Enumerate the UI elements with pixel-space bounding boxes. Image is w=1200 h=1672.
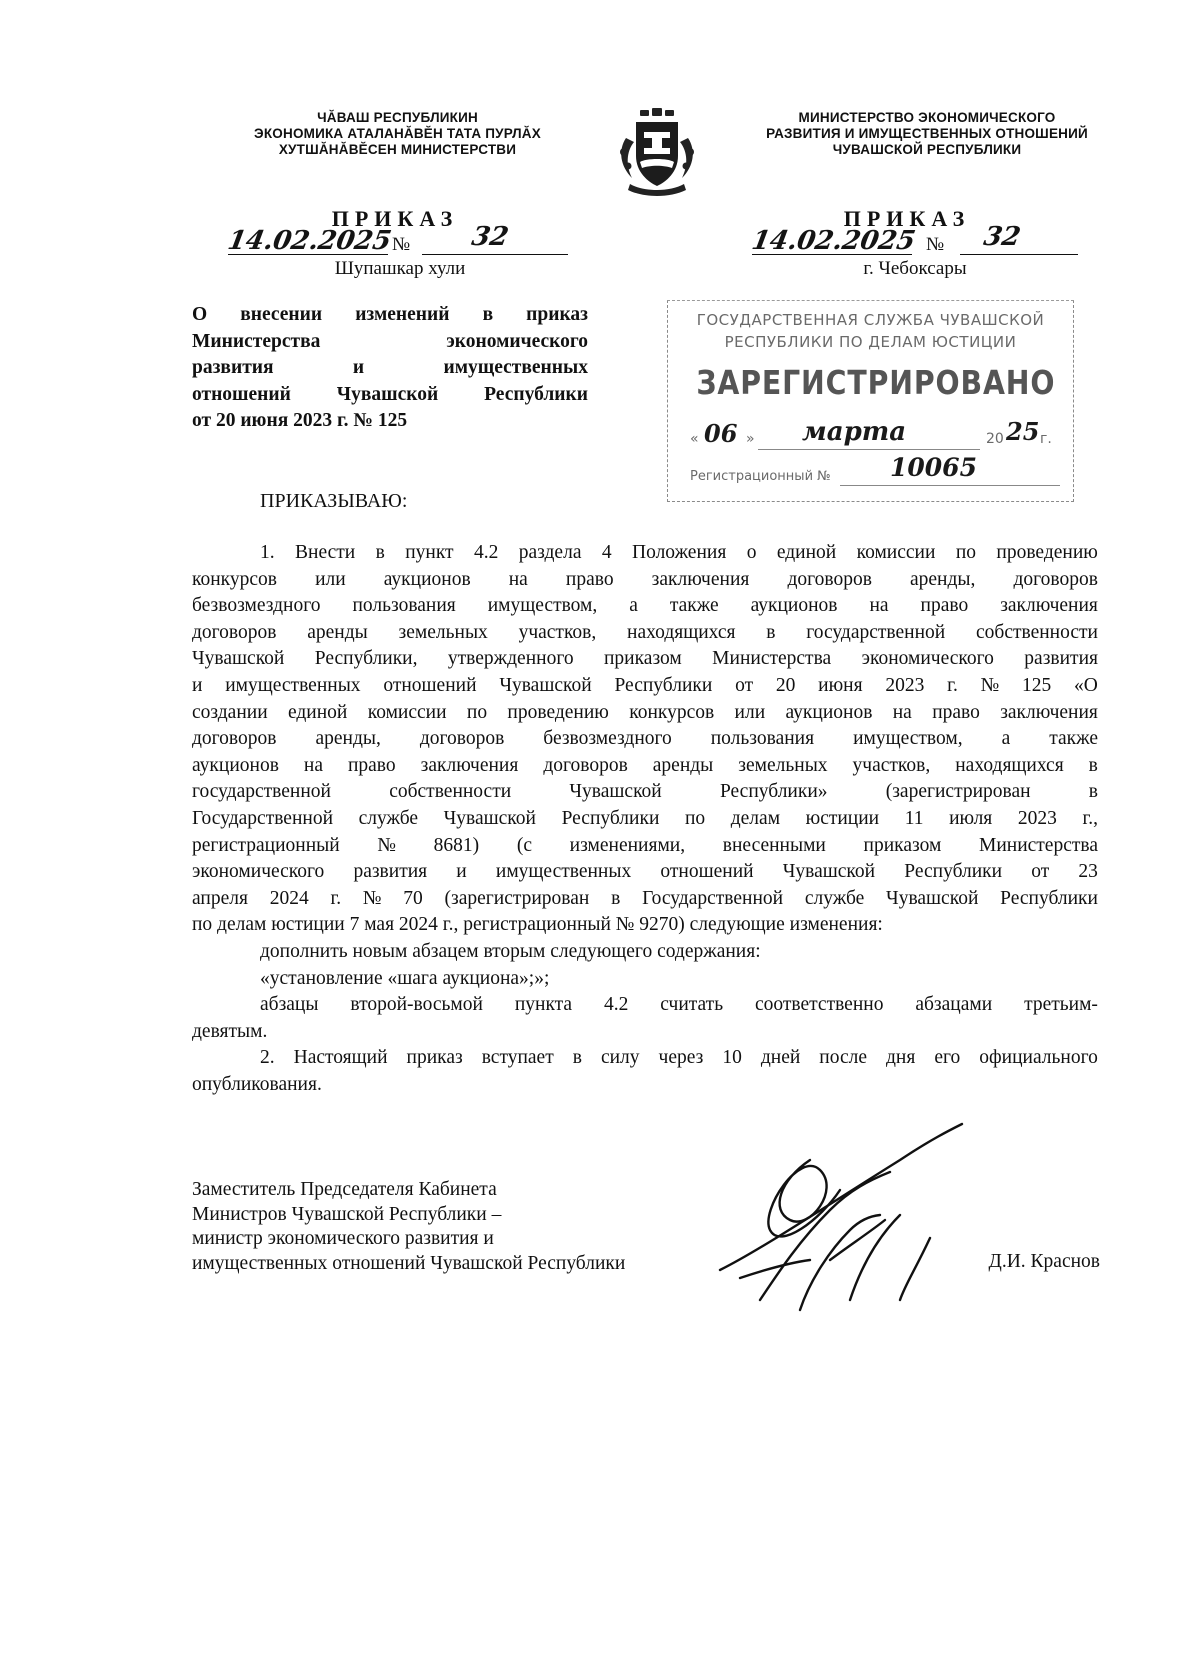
body-text-line	[192, 567, 1098, 594]
body-word: и	[456, 861, 467, 883]
body-word: отношений	[660, 861, 754, 883]
body-word: а	[629, 595, 638, 617]
body-word: договоров	[543, 754, 628, 776]
body-word: в	[1088, 781, 1098, 803]
order-body-text	[192, 540, 1098, 1098]
signatory-position	[192, 1178, 712, 1276]
signatory-position-line: Министров Чувашской Республики –	[192, 1203, 502, 1225]
body-word: конкурсов	[629, 701, 715, 723]
body-text-line	[192, 833, 1098, 860]
header-left-line: ЭКОНОМИКА АТАЛАНĂВĔН ТАТА ПУРЛĂХ	[254, 126, 541, 141]
stamp-registration-number-handwritten: 10065	[890, 453, 977, 482]
stamp-registration-underline	[840, 485, 1060, 486]
signatory-name: Д.И. Краснов	[988, 1251, 1100, 1272]
place-russian: г. Чебоксары	[863, 258, 967, 279]
body-word: Республики	[1000, 887, 1098, 909]
body-word: 2023	[885, 674, 925, 696]
body-word: собственности	[976, 621, 1098, 643]
body-word: государственной	[806, 621, 946, 643]
body-word: 20	[775, 674, 796, 696]
body-word: в	[1088, 754, 1098, 776]
subject-line: О внесении изменений в приказ	[192, 304, 588, 325]
body-word: №	[362, 887, 382, 909]
decree-word: ПРИКАЗЫВАЮ:	[260, 490, 408, 512]
body-word: имуществом,	[487, 595, 598, 617]
body-word: 70	[403, 887, 423, 909]
body-word: Положения	[632, 542, 727, 563]
body-word: приказом	[604, 648, 682, 670]
body-word: после	[819, 1047, 868, 1069]
body-word: собственности	[389, 781, 512, 803]
header-right-line: РАЗВИТИЯ И ИМУЩЕСТВЕННЫХ ОТНОШЕНИЙ	[766, 126, 1088, 141]
body-word: заключения	[1000, 701, 1098, 723]
body-word: или	[315, 568, 346, 590]
body-word: г.	[947, 674, 958, 696]
body-word: экономического	[861, 648, 994, 670]
body-word: второй-восьмой	[350, 994, 483, 1016]
header-right-line: ЧУВАШСКОЙ РЕСПУБЛИКИ	[832, 142, 1022, 157]
body-word: также	[1049, 728, 1098, 750]
body-word: аукционов	[383, 568, 471, 590]
body-word: 2024	[269, 887, 309, 909]
body-word: право	[347, 754, 396, 776]
date-underline-left	[228, 254, 388, 255]
body-word: Министерства	[978, 834, 1098, 856]
body-text-line: по делам юстиции 7 мая 2024 г., регистрационный № 9270) следующие изменения:	[192, 914, 883, 936]
order-subject	[192, 302, 588, 435]
body-word: аукционов	[750, 595, 838, 617]
stamp-registration-row	[690, 453, 1060, 493]
body-word: внесенными	[722, 834, 826, 856]
body-word: по	[684, 807, 706, 829]
body-word: заключения	[651, 568, 750, 590]
body-word: имущественных	[495, 861, 632, 883]
body-word: экономического	[192, 861, 325, 883]
body-word: 1.	[260, 542, 275, 563]
body-word: участков,	[518, 621, 597, 643]
body-word: договоров	[419, 728, 505, 750]
body-word: аренды,	[909, 568, 976, 590]
signatory-position-line: имущественных отношений Чувашской Республики	[192, 1252, 626, 1274]
body-word: единой	[287, 701, 348, 723]
body-word: службе	[358, 807, 419, 829]
body-text-line	[192, 540, 1098, 567]
body-word: №	[377, 834, 396, 856]
body-word: о	[746, 542, 757, 563]
body-text-line	[192, 859, 1098, 886]
body-word: соответственно	[754, 994, 884, 1016]
stamp-year-handwritten: 25	[1006, 417, 1040, 446]
body-word: 10	[722, 1047, 742, 1069]
body-word: договоров	[192, 621, 277, 643]
body-word: (зарегистрирован	[885, 781, 1031, 803]
body-text-line	[192, 593, 1098, 620]
body-word: комиссии	[856, 542, 936, 563]
body-word: Республики	[904, 861, 1003, 883]
registration-stamp	[667, 300, 1074, 502]
body-text-line	[192, 620, 1098, 647]
stamp-year-prefix: 20	[986, 431, 1004, 447]
body-word: конкурсов	[192, 568, 277, 590]
body-word: заключения	[1000, 595, 1098, 617]
body-word: приказом	[863, 834, 942, 856]
body-word: в	[766, 621, 776, 643]
body-word: делам	[730, 807, 781, 829]
date-underline-right	[752, 254, 912, 255]
body-word: дня	[886, 1047, 916, 1069]
stamp-registered-label: ЗАРЕГИСТРИРОВАНО	[696, 363, 1056, 402]
body-word: Настоящий	[293, 1047, 388, 1069]
body-word: его	[934, 1047, 961, 1069]
body-word: официального	[979, 1047, 1098, 1069]
body-word: через	[658, 1047, 704, 1069]
stamp-month-underline	[758, 449, 980, 450]
body-word: создании	[192, 701, 268, 723]
order-title-russian: ПРИКАЗ	[843, 206, 971, 231]
body-word: от	[735, 674, 754, 696]
order-number-handwritten-right: 32	[981, 222, 1023, 252]
body-word: Республики	[561, 807, 660, 829]
body-word: приказ	[406, 1047, 463, 1069]
body-word: аренды,	[315, 728, 381, 750]
body-word: договоров	[787, 568, 872, 590]
stamp-registration-label: Регистрационный №	[690, 469, 831, 484]
subject-line: развития и имущественных	[192, 357, 588, 378]
body-word: 2023	[1017, 807, 1057, 829]
body-word: на	[892, 701, 912, 723]
body-word: Чувашской	[886, 887, 979, 909]
order-title-chuvash: ПРИКАЗ	[331, 206, 459, 231]
body-word: 8681)	[433, 834, 480, 856]
body-word: пользования	[352, 595, 456, 617]
number-underline-left	[422, 254, 568, 255]
body-word: абзацами	[915, 994, 993, 1016]
body-word: дней	[760, 1047, 801, 1069]
signatory-position-line: Заместитель Председателя Кабинета	[192, 1179, 497, 1200]
body-word: 2.	[260, 1047, 275, 1069]
body-word: или	[734, 701, 766, 723]
body-word: пользования	[710, 728, 815, 750]
body-word: договоров	[192, 728, 277, 750]
body-word: аукционов	[785, 701, 873, 723]
body-word: вступает	[481, 1047, 554, 1069]
body-word: безвозмездного	[543, 728, 672, 750]
subject-line: от 20 июня 2023 г. № 125	[192, 410, 408, 431]
body-word: и	[192, 674, 203, 696]
subject-line: отношений Чувашской Республики	[192, 383, 588, 405]
body-word: развития	[1024, 648, 1098, 670]
body-word: проведению	[996, 542, 1098, 563]
body-word: пункт	[405, 542, 454, 563]
body-word: Чувашской	[192, 648, 285, 670]
body-word: апреля	[192, 887, 248, 909]
body-text-line: «установление «шага аукциона»;»;	[260, 967, 550, 989]
body-word: аукционов	[192, 754, 279, 776]
body-text-line	[192, 886, 1098, 913]
body-word: проведению	[507, 701, 609, 723]
body-text-line	[192, 779, 1098, 806]
body-word: утвержденного	[447, 648, 574, 670]
body-word: аренды	[652, 754, 714, 776]
body-text-line: девятым.	[192, 1020, 268, 1042]
body-word: находящихся	[627, 621, 736, 643]
body-word: Внести	[295, 542, 356, 563]
body-word: комиссии	[367, 701, 447, 723]
order-number-sign-right: №	[926, 234, 945, 255]
body-word: Государственной	[192, 807, 334, 829]
body-word: Чувашской	[569, 781, 662, 803]
body-word: силу	[600, 1047, 640, 1069]
body-word: изменениями,	[569, 834, 686, 856]
body-word: имущественных	[225, 674, 361, 696]
body-word: право	[920, 595, 969, 617]
body-word: по	[955, 542, 977, 563]
signatory-position-line: министр экономического развития и	[192, 1228, 494, 1249]
place-chuvash: Шупашкар хули	[334, 258, 466, 279]
stamp-month-handwritten: марта	[802, 417, 907, 447]
stamp-year-unit: г.	[1040, 431, 1052, 447]
body-word: от	[1031, 861, 1050, 883]
body-word: раздела	[518, 542, 582, 563]
body-text-line	[192, 806, 1098, 833]
handwritten-signature-icon	[700, 1120, 980, 1320]
body-word: юстиции	[805, 807, 880, 829]
body-text-line	[192, 646, 1098, 673]
body-word: Чувашской	[782, 861, 876, 883]
stamp-date-row	[690, 417, 1060, 453]
body-word: земельных	[738, 754, 828, 776]
body-word: июля	[949, 807, 993, 829]
coat-of-arms-emblem-icon	[616, 108, 698, 196]
body-word: регистрационный	[192, 834, 340, 856]
body-word: на	[303, 754, 323, 776]
body-word: 23	[1078, 861, 1098, 883]
subject-line: Министерства экономического	[192, 330, 588, 352]
body-word: развития	[353, 861, 428, 883]
body-word: отношений	[383, 674, 477, 696]
body-word: на	[508, 568, 528, 590]
number-underline-right	[960, 254, 1078, 255]
body-word: договоров	[1013, 568, 1098, 590]
body-word: по	[466, 701, 488, 723]
body-word: №	[980, 674, 1000, 696]
body-text-line	[192, 992, 1098, 1019]
body-word: Министерства	[712, 648, 832, 670]
body-word: 11	[904, 807, 924, 829]
stamp-day-handwritten: 06	[704, 419, 738, 448]
header-right-line: МИНИСТЕРСТВО ЭКОНОМИЧЕСКОГО	[798, 110, 1056, 125]
body-text-line	[192, 700, 1098, 727]
stamp-quote-open: «	[690, 431, 699, 447]
body-word: право	[565, 568, 614, 590]
header-left-line: ХУТШĂНĂВĔСЕН МИНИСТЕРСТВИ	[278, 142, 517, 157]
body-word: абзацы	[260, 994, 319, 1016]
body-word: считать	[660, 994, 724, 1016]
body-word: также	[669, 595, 719, 617]
order-number-handwritten-left: 32	[469, 222, 511, 252]
body-word: г.,	[1082, 807, 1098, 829]
stamp-agency-line-1: ГОСУДАРСТВЕННАЯ СЛУЖБА ЧУВАШСКОЙ	[696, 311, 1045, 329]
body-word: безвозмездного	[192, 595, 321, 617]
body-word: заключения	[420, 754, 519, 776]
body-word: июня	[818, 674, 863, 696]
body-word: в	[572, 1047, 582, 1069]
body-text-line	[192, 753, 1098, 780]
order-date-handwritten-right: 14.02.2025	[749, 226, 918, 256]
body-word: г.	[330, 887, 342, 909]
header-left-line: ЧĂВАШ РЕСПУБЛИКИН	[317, 110, 478, 125]
body-word: Чувашской	[443, 807, 536, 829]
body-word: пункта	[514, 994, 573, 1016]
body-word: аренды	[307, 621, 368, 643]
body-word: находящихся	[955, 754, 1064, 776]
body-word: 125	[1022, 674, 1052, 696]
body-word: участков,	[852, 754, 931, 776]
body-word: на	[869, 595, 889, 617]
body-word: 4	[601, 542, 612, 563]
body-word: Республики	[614, 674, 713, 696]
body-word: в	[611, 887, 621, 909]
body-word: право	[932, 701, 980, 723]
header-russian-ministry-name	[712, 110, 1142, 158]
body-word: (с	[516, 834, 532, 856]
body-word: единой	[776, 542, 837, 563]
body-text-line	[192, 1045, 1098, 1072]
body-word: имуществом,	[853, 728, 963, 750]
body-word: государственной	[192, 781, 331, 803]
order-date-handwritten-left: 14.02.2025	[225, 226, 394, 256]
body-word: в	[375, 542, 385, 563]
body-text-line: опубликования.	[192, 1073, 322, 1095]
body-word: (зарегистрирован	[444, 887, 590, 909]
body-word: Государственной	[642, 887, 784, 909]
body-word: Республики,	[314, 648, 418, 670]
header-chuvash-ministry-name	[200, 110, 595, 158]
body-word: а	[1001, 728, 1011, 750]
body-word: 4.2	[473, 542, 499, 563]
body-word: службе	[804, 887, 865, 909]
body-word: третьим-	[1024, 994, 1098, 1016]
stamp-agency-line-2: РЕСПУБЛИКИ ПО ДЕЛАМ ЮСТИЦИИ	[724, 333, 1017, 351]
body-word: 4.2	[603, 994, 629, 1016]
body-word: Республики»	[719, 781, 828, 803]
order-number-sign-left: №	[392, 234, 411, 255]
body-word: Чувашской	[499, 674, 592, 696]
stamp-quote-close: »	[746, 431, 755, 447]
body-word: «О	[1074, 674, 1098, 696]
body-text-line	[192, 673, 1098, 700]
body-text-line: дополнить новым абзацем вторым следующего содержания:	[260, 940, 761, 962]
body-word: земельных	[398, 621, 488, 643]
body-text-line	[192, 726, 1098, 753]
